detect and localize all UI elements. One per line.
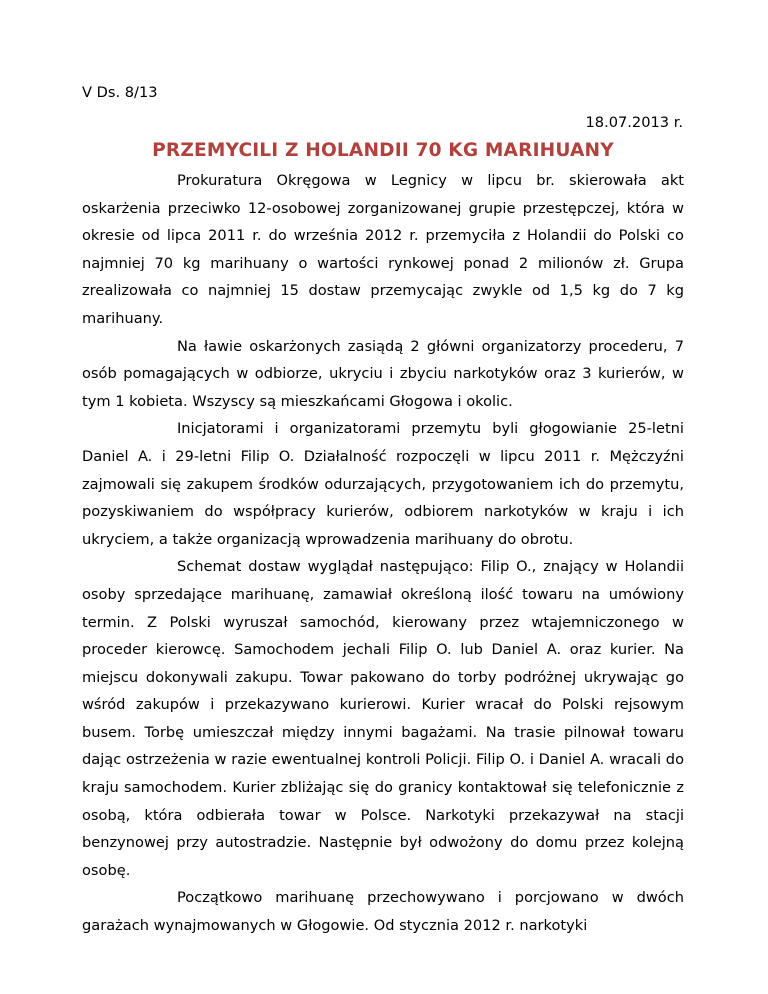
paragraph-3: Inicjatorami i organizatorami przemytu byli głogowianie 25-letni Daniel A. i 29-letni Filip O. Działalność rozpoczęli w lipcu 2011 r. Mężczyźni zajmowali się zakupem środków odurzających, przygotowaniem ich do przemytu, pozyskiwaniem do współpracy kurierów, odbiorem narkotyków w kraju i ich ukryciem, a także organizacją wprowadzenia marihuany do obrotu. <box>82 420 684 548</box>
paragraph-5: Początkowo marihuanę przechowywano i porcjowano w dwóch garażach wynajmowanych w Głogowie. Od stycznia 2012 r. narkotyki <box>82 889 684 935</box>
page-title: PRZEMYCILI Z HOLANDII 70 KG MARIHUANY <box>152 140 614 161</box>
document-date: 18.07.2013 r. <box>585 114 683 131</box>
case-reference: V Ds. 8/13 <box>82 84 158 101</box>
paragraph-1: Prokuratura Okręgowa w Legnicy w lipcu br. skierowała akt oskarżenia przeciwko 12-osobowej zorganizowanej grupie przestępczej, która w okresie od lipca 2011 r. do września 2012 r. przemyciła z Holandii do Polski co najmniej 70 kg marihuany o wartości rynkowej ponad 2 milionów zł. Grupa zrealizowała co najmniej 15 dostaw przemycając zwykle od 1,5 kg do 7 kg marihuany. <box>82 172 684 327</box>
paragraph-4: Schemat dostaw wyglądał następująco: Filip O., znający w Holandii osoby sprzedające marihuanę, zamawiał określoną ilość towaru na umówiony termin. Z Polski wyruszał samochód, kierowany przez wtajemniczonego w proceder kierowcę. Samochodem jechali Filip O. lub Daniel A. oraz kurier. Na miejscu dokonywali zakupu. Towar pakowano do torby podróżnej ukrywając go wśród zakupów i przekazywano kurierowi. Kurier wracał do Polski rejsowym busem. Torbę umieszczał między innymi bagażami. Na trasie pilnował towaru dając ostrzeżenia w razie ewentualnej kontroli Policji. Filip O. i Daniel A. wracali do kraju samochodem. Kurier zbliżając się do granicy kontaktował się telefonicznie z osobą, która odbierała towar w Polsce. Narkotyki przekazywał na stacji benzynowej przy autostradzie. Następnie był odwożony do domu przez kolejną osobę. <box>82 558 684 879</box>
paragraph-2: Na ławie oskarżonych zasiądą 2 główni organizatorzy procederu, 7 osób pomagających w odbiorze, ukryciu i zbyciu narkotyków oraz 3 kurierów, w tym 1 kobieta. Wszyscy są mieszkańcami Głogowa i okolic. <box>82 337 684 410</box>
